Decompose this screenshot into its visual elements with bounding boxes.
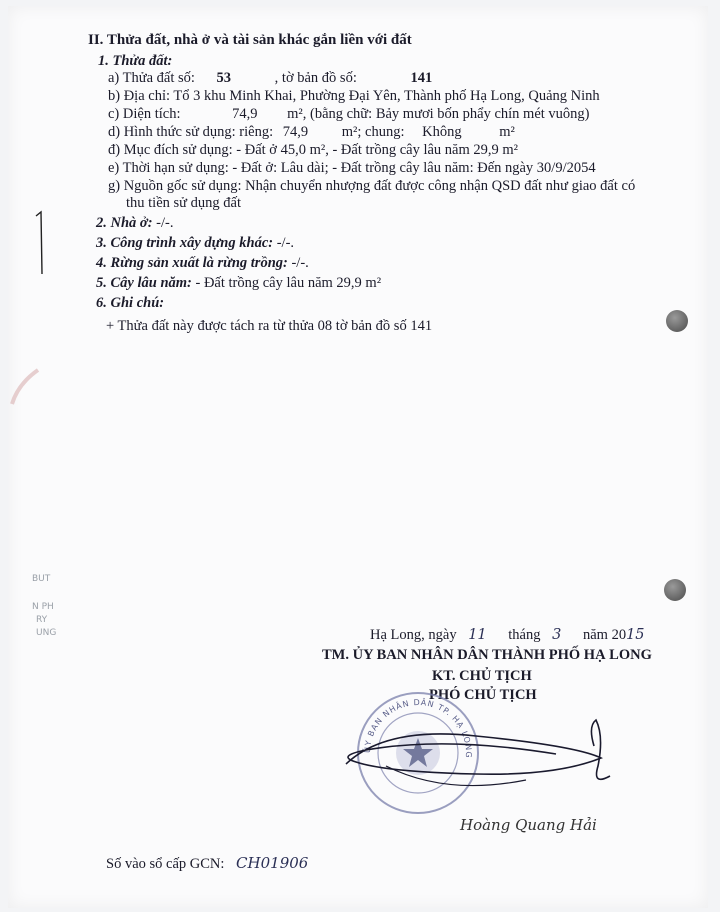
shared-unit: m² xyxy=(499,124,515,140)
usage-form-label: d) Hình thức sử dụng: riêng: xyxy=(108,124,274,140)
item5-heading: 5. Cây lâu năm: xyxy=(96,275,192,291)
date-prefix: Hạ Long, ngày xyxy=(370,627,457,643)
usage-form-row xyxy=(108,124,515,141)
item3-heading: 3. Công trình xây dựng khác: xyxy=(96,235,274,251)
item2-heading: 2. Nhà ở: xyxy=(96,215,153,231)
item4-row xyxy=(96,255,309,272)
area-row xyxy=(108,106,590,123)
map-label: , tờ bản đồ số: xyxy=(274,70,357,86)
register-number: CH01906 xyxy=(236,854,309,872)
margin-mark-2: N PH xyxy=(32,602,54,612)
area-unit-words: m², (bằng chữ: Bảy mươi bốn phẩy chín mét vuông) xyxy=(287,106,590,122)
area-label: c) Diện tích: xyxy=(108,106,181,122)
margin-faint-stamp xyxy=(8,364,48,414)
purpose-row: đ) Mục đích sử dụng: - Đất ở 45,0 m², - Đất trồng cây lâu năm 29,9 m² xyxy=(108,142,519,158)
section-title: II. Thửa đất, nhà ở và tài sản khác gắn liền với đất xyxy=(88,32,412,48)
register-label: Số vào sổ cấp GCN: xyxy=(106,856,225,872)
parcel-label: a) Thửa đất số: xyxy=(108,70,195,86)
item2-value: -/-. xyxy=(156,215,174,231)
item4-heading: 4. Rừng sản xuất là rừng trồng: xyxy=(96,255,288,271)
item3-value: -/-. xyxy=(276,235,295,251)
term-row: e) Thời hạn sử dụng: - Đất ở: Lâu dài; - Đất trồng cây lâu năm: Đến ngày 30/9/2054 xyxy=(108,160,596,176)
parcel-row xyxy=(108,70,432,87)
date-year-suffix: 15 xyxy=(626,627,645,643)
margin-mark-4: UNG xyxy=(36,628,57,638)
map-number: 141 xyxy=(410,70,433,86)
item2-row xyxy=(96,215,173,232)
parcel-number: 53 xyxy=(216,70,232,86)
margin-mark-3: RY xyxy=(36,615,48,625)
seal-text: ỦY BAN NHÂN DÂN TP. HẠ LONG xyxy=(362,697,474,759)
punch-hole-bottom xyxy=(664,579,686,601)
date-day: 11 xyxy=(468,627,487,643)
shared-area: Không xyxy=(422,124,462,140)
certificate-page xyxy=(8,6,708,908)
item1-heading: 1. Thửa đất: xyxy=(98,53,173,69)
signer-name: Hoàng Quang Hải xyxy=(460,816,597,834)
note-text: + Thửa đất này được tách ra từ thửa 08 tờ bản đồ số 141 xyxy=(106,318,433,334)
item5-value: - Đất trồng cây lâu năm 29,9 m² xyxy=(195,275,382,291)
item6-heading: 6. Ghi chú: xyxy=(96,295,165,311)
position-title: PHÓ CHỦ TỊCH xyxy=(429,687,537,703)
item3-row xyxy=(96,235,294,252)
date-month-label: tháng xyxy=(508,627,541,643)
date-year-label: năm 20 xyxy=(582,627,627,643)
origin-row: g) Nguồn gốc sử dụng: Nhận chuyển nhượng đất được công nhận QSD đất như giao đất có xyxy=(108,178,636,194)
signature-scribble xyxy=(326,706,626,816)
private-area: 74,9 xyxy=(282,124,309,140)
margin-mark-1: BUT xyxy=(32,574,51,584)
item4-value: -/-. xyxy=(291,255,309,271)
shared-label: m²; chung: xyxy=(341,124,405,140)
date-line xyxy=(370,627,645,644)
punch-hole-top xyxy=(666,310,688,332)
margin-pen-mark xyxy=(30,204,50,284)
area-value: 74,9 xyxy=(232,106,258,122)
date-month: 3 xyxy=(552,627,562,643)
register-row xyxy=(106,854,308,873)
authority-title: TM. ỦY BAN NHÂN DÂN THÀNH PHỐ HẠ LONG xyxy=(322,647,652,663)
kt-title: KT. CHỦ TỊCH xyxy=(432,668,532,684)
origin-row-cont: thu tiền sử dụng đất xyxy=(126,195,241,211)
address-row: b) Địa chỉ: Tổ 3 khu Minh Khai, Phường Đại Yên, Thành phố Hạ Long, Quảng Ninh xyxy=(108,88,600,104)
item5-row xyxy=(96,275,381,292)
